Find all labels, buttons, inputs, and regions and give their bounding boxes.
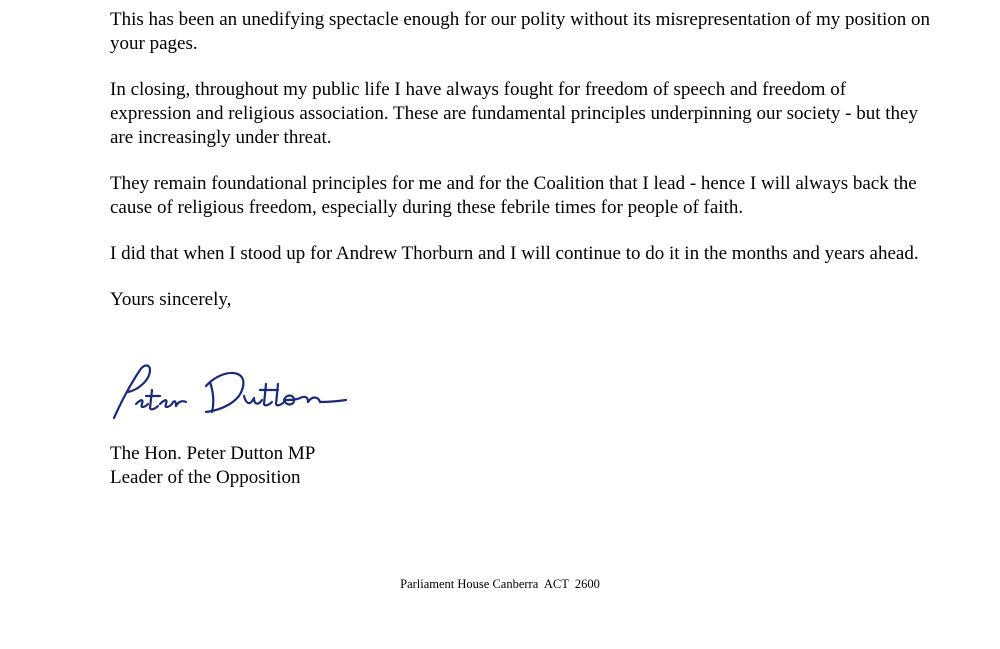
paragraph-misrepresentation: This has been an unedifying spectacle enough for our polity without its misrepresentation of my position on your pages. <box>110 9 931 54</box>
paragraph-freedom-of-speech: In closing, throughout my public life I have always fought for freedom of speech and freedom of expression and religious association. These are fundamental principles underpinning our society - but they are increasingly under threat. <box>110 79 918 148</box>
footer-address: Parliament House Canberra ACT 2600 <box>400 577 600 591</box>
paragraph-foundational-principles: They remain foundational principles for me and for the Coalition that I lead - hence I will always back the cause of religious freedom, especially during these febrile times for people of faith. <box>110 173 917 218</box>
letter-body <box>110 8 930 312</box>
signatory-title: Leader of the Opposition <box>110 467 301 488</box>
closing-salutation: Yours sincerely, <box>110 289 232 310</box>
signatory-name: The Hon. Peter Dutton MP <box>110 443 316 464</box>
signatory-block <box>110 442 315 490</box>
paragraph-andrew-thorburn: I did that when I stood up for Andrew Thorburn and I will continue to do it in the months and years ahead. <box>110 243 919 264</box>
signature-icon <box>110 360 350 424</box>
